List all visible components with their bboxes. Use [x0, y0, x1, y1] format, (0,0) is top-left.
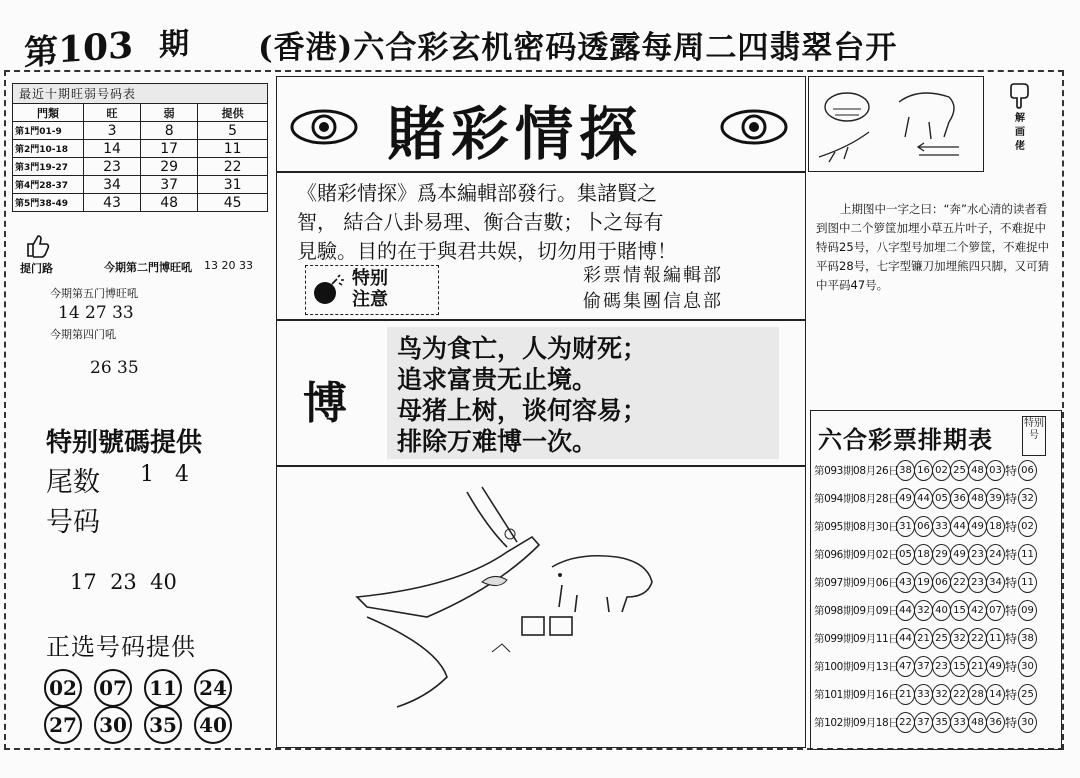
ball: 22	[950, 684, 969, 705]
ball: 16	[914, 460, 933, 481]
ball: 05	[932, 488, 951, 509]
ball: 43	[896, 572, 915, 593]
ball: 15	[950, 600, 969, 621]
puzzle-drawing	[277, 467, 807, 747]
table-cell: 22	[198, 158, 268, 176]
ball: 23	[968, 572, 987, 593]
table-cell: 5	[198, 122, 268, 140]
selected-number: 35	[144, 706, 182, 744]
bomb-icon	[312, 274, 346, 306]
schedule-date: 第093期08月26日	[814, 465, 899, 477]
ball: 48	[968, 488, 987, 509]
selected-row-2	[44, 706, 244, 744]
ball: 37	[914, 656, 933, 677]
ball: 21	[968, 656, 987, 677]
ball: 07	[986, 600, 1005, 621]
eye-icon	[289, 107, 359, 147]
dept-1: 彩票情報編輯部	[583, 265, 723, 286]
table-cell: 34	[84, 176, 141, 194]
ball: 24	[986, 544, 1005, 565]
ball: 21	[914, 628, 933, 649]
ball: 44	[896, 628, 915, 649]
ball: 14	[986, 684, 1005, 705]
special-marker: 特	[1005, 604, 1018, 618]
schedule-date: 第101期09月16日	[814, 689, 899, 701]
ball: 35	[932, 712, 951, 733]
ball: 42	[968, 600, 987, 621]
table-header: 旺	[84, 104, 141, 122]
table-cell: 第3門19-27	[13, 158, 84, 176]
ball: 33	[914, 684, 933, 705]
schedule-date: 第098期09月09日	[814, 605, 899, 617]
schedule-row	[814, 544, 1036, 567]
special-ball: 30	[1018, 656, 1037, 677]
ball: 34	[986, 572, 1005, 593]
table-cell: 第1門01-9	[13, 122, 84, 140]
issue-number	[24, 14, 189, 75]
poem-line: 母猪上树，谈何容易；	[397, 396, 648, 425]
special-ball: 11	[1018, 572, 1037, 593]
special-marker: 特	[1005, 520, 1018, 534]
special-ball: 25	[1018, 684, 1037, 705]
banner	[276, 76, 806, 172]
table-cell: 14	[84, 140, 141, 158]
selected-number: 11	[144, 669, 182, 707]
tip-line3-label: 今期第四门吼	[50, 328, 116, 341]
schedule-row	[814, 488, 1036, 511]
schedule-row	[814, 656, 1036, 679]
ball: 22	[896, 712, 915, 733]
ball: 36	[986, 712, 1005, 733]
poem-line: 排除万难博一次。	[397, 427, 598, 456]
table-caption: 最近十期旺弱号码表	[12, 83, 268, 103]
ball: 37	[914, 712, 933, 733]
notice-line: 特别	[352, 268, 388, 289]
ball: 49	[986, 656, 1005, 677]
ball: 18	[986, 516, 1005, 537]
ball: 44	[896, 600, 915, 621]
selected-number: 40	[194, 706, 232, 744]
special-marker: 特	[1005, 464, 1018, 478]
hot-cold-table	[12, 83, 268, 212]
special-ball: 11	[1018, 544, 1037, 565]
special-marker: 特	[1005, 688, 1018, 702]
special-marker: 特	[1005, 660, 1018, 674]
schedule-row	[814, 516, 1036, 539]
ball: 06	[914, 516, 933, 537]
ball: 22	[950, 572, 969, 593]
schedule-date: 第102期09月18日	[814, 717, 899, 729]
intro-text	[297, 179, 677, 266]
notice-text	[352, 268, 388, 310]
intro-line: 《賭彩情探》爲本編輯部發行。集諸賢之	[297, 181, 657, 205]
ball: 33	[950, 712, 969, 733]
table-cell: 45	[198, 194, 268, 212]
selected-number: 02	[44, 669, 82, 707]
ball: 49	[968, 516, 987, 537]
intro-line: 智， 結合八卦易理、衡合吉數；卜之每有	[297, 210, 664, 234]
schedule-date: 第096期09月02日	[814, 549, 899, 561]
ball: 36	[950, 488, 969, 509]
table-row	[13, 140, 268, 158]
banner-title: 賭彩情探	[387, 100, 644, 168]
puzzle-picture	[276, 466, 806, 748]
ball: 02	[932, 460, 951, 481]
special-ball: 09	[1018, 600, 1037, 621]
ball: 31	[896, 516, 915, 537]
tip-line3-numbers: 26 35	[90, 358, 139, 378]
puzzle-sketch	[809, 77, 985, 171]
tip-line1-label: 今期第二門博旺吼	[104, 261, 192, 274]
ball: 11	[986, 628, 1005, 649]
puzzle-side-label: 解画佬	[1015, 113, 1025, 152]
ball: 22	[968, 628, 987, 649]
table-row	[13, 122, 268, 140]
selected-number: 07	[94, 669, 132, 707]
ball: 29	[932, 544, 951, 565]
intro-line: 見驗。目的在于與君共娱，切勿用于賭博！	[297, 239, 677, 263]
page-title: (香港)六合彩玄机密码透露每周二四翡翠台开	[258, 30, 898, 66]
ball: 47	[896, 656, 915, 677]
poem-line: 鸟为食亡，人为财死；	[397, 334, 648, 363]
table-header-row	[13, 104, 268, 122]
schedule-row	[814, 460, 1036, 483]
tail-label: 尾数	[46, 467, 100, 498]
table-cell: 第5門38-49	[13, 194, 84, 212]
ball: 03	[986, 460, 1005, 481]
schedule-row	[814, 600, 1036, 623]
tip-line1-numbers: 13 20 33	[204, 259, 253, 272]
schedule-date: 第097期09月06日	[814, 577, 899, 589]
selected-row-1	[44, 669, 244, 707]
special-marker: 特	[1005, 716, 1018, 730]
poem-big-char: 博	[303, 378, 347, 429]
table-cell: 3	[84, 122, 141, 140]
selected-number: 24	[194, 669, 232, 707]
ball: 32	[932, 684, 951, 705]
table-cell: 8	[141, 122, 198, 140]
special-ball: 02	[1018, 516, 1037, 537]
ball: 18	[914, 544, 933, 565]
ball: 28	[968, 684, 987, 705]
special-marker: 特	[1005, 548, 1018, 562]
number-label: 号码	[46, 507, 100, 538]
issue-prefix: 第	[24, 31, 58, 74]
special-marker: 特	[1005, 632, 1018, 646]
ball: 33	[932, 516, 951, 537]
ball: 39	[986, 488, 1005, 509]
table-header: 門類	[13, 104, 84, 122]
ball: 32	[914, 600, 933, 621]
ball: 40	[932, 600, 951, 621]
table-cell: 31	[198, 176, 268, 194]
selected-title: 正选号码提供	[46, 633, 196, 661]
special-marker: 特	[1005, 492, 1018, 506]
table-cell: 第4門28-37	[13, 176, 84, 194]
issue-number-value: 103	[58, 24, 134, 72]
issue-suffix: 期	[159, 26, 190, 64]
headline	[10, 8, 1070, 74]
ball: 48	[968, 460, 987, 481]
table-row	[13, 158, 268, 176]
poem-line: 追求富贵无止境。	[397, 365, 598, 394]
selected-number: 27	[44, 706, 82, 744]
table-header: 弱	[141, 104, 198, 122]
table-cell: 29	[141, 158, 198, 176]
schedule-row	[814, 572, 1036, 595]
schedule-date: 第100期09月13日	[814, 661, 899, 673]
pointing-hand-icon	[1008, 80, 1034, 114]
ball: 06	[932, 572, 951, 593]
table-cell: 37	[141, 176, 198, 194]
eye-icon	[719, 107, 789, 147]
ball: 25	[950, 460, 969, 481]
ball: 44	[914, 488, 933, 509]
schedule-date: 第099期09月11日	[814, 633, 899, 645]
poem-box	[276, 320, 806, 466]
table-cell: 第2門10-18	[13, 140, 84, 158]
table-header: 提供	[198, 104, 268, 122]
special-numbers: 17 23 40	[70, 570, 177, 594]
ball: 19	[914, 572, 933, 593]
poem-text	[397, 333, 647, 457]
table-cell: 17	[141, 140, 198, 158]
schedule-row	[814, 712, 1036, 735]
tip-line2-numbers: 14 27 33	[58, 303, 134, 323]
schedule-row	[814, 684, 1036, 707]
ball: 48	[968, 712, 987, 733]
ball: 25	[932, 628, 951, 649]
special-ball: 32	[1018, 488, 1037, 509]
ball: 21	[896, 684, 915, 705]
tip-line2-label: 今期第五门博旺吼	[50, 287, 138, 300]
schedule-date: 第095期08月30日	[814, 521, 899, 533]
special-ball: 30	[1018, 712, 1037, 733]
table-cell: 43	[84, 194, 141, 212]
special-marker: 特	[1005, 576, 1018, 590]
ball: 44	[950, 516, 969, 537]
notice-line: 注意	[352, 289, 388, 310]
table-cell: 11	[198, 140, 268, 158]
schedule-title: 六合彩票排期表	[818, 425, 993, 454]
tail-values: 1 4	[140, 462, 189, 487]
special-ball: 06	[1018, 460, 1037, 481]
ball: 23	[932, 656, 951, 677]
ball: 49	[896, 488, 915, 509]
table-cell: 23	[84, 158, 141, 176]
ball: 23	[968, 544, 987, 565]
special-ball: 38	[1018, 628, 1037, 649]
ball: 15	[950, 656, 969, 677]
ball: 49	[950, 544, 969, 565]
dept-2: 偷碼集團信息部	[583, 291, 723, 312]
table-row	[13, 194, 268, 212]
schedule-date: 第094期08月28日	[814, 493, 899, 505]
ball: 05	[896, 544, 915, 565]
selected-number: 30	[94, 706, 132, 744]
schedule-side-label: 特别号	[1022, 416, 1046, 456]
intro-box	[276, 172, 806, 320]
ball: 38	[896, 460, 915, 481]
schedule-row	[814, 628, 1036, 651]
thumbs-up-icon	[24, 232, 50, 262]
table-cell: 48	[141, 194, 198, 212]
puzzle-image	[808, 76, 984, 172]
notice-box	[305, 265, 439, 315]
tip-label: 提门路	[20, 262, 53, 275]
table-row	[13, 176, 268, 194]
ball: 32	[950, 628, 969, 649]
puzzle-text: 上期图中一字之曰：“奔”水心清的读者看到图中二个箩筐加埋小草五片叶子，不难捉中特码25号，八字型号加埋二个箩筐，不难捉中平码28号，七字型镰刀加埋熊四只脚，又可猜中平码47号。	[816, 202, 1050, 292]
special-title: 特别號碼提供	[46, 428, 203, 458]
